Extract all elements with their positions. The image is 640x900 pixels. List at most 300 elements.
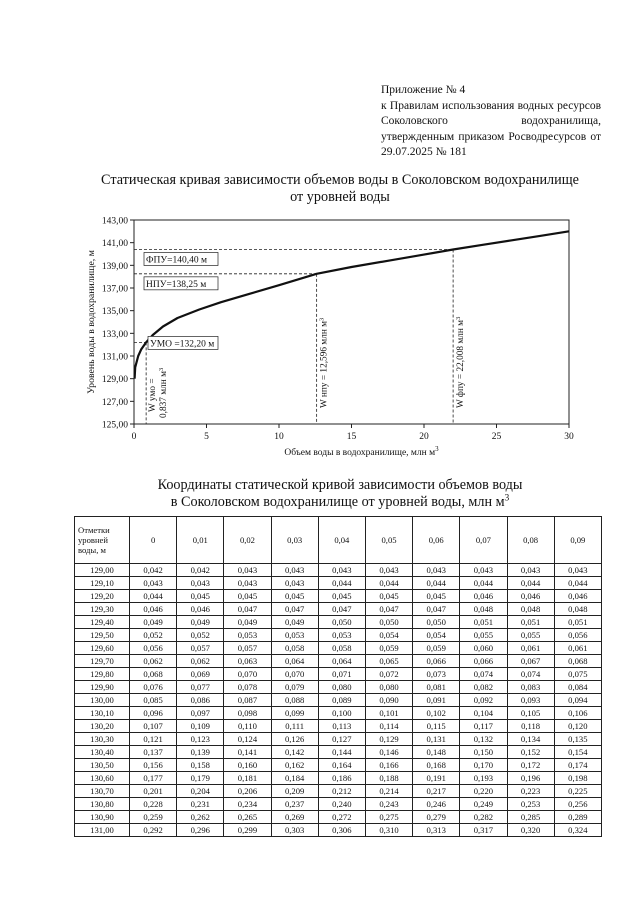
npu-volume-label-sup: 3 <box>318 317 326 321</box>
table-cell: 0,052 <box>177 629 224 642</box>
table-row <box>75 733 602 746</box>
table-cell: 0,225 <box>554 785 601 798</box>
table-level-cell: 129,50 <box>75 629 130 642</box>
table-cell: 0,049 <box>224 616 271 629</box>
x-tick-label: 15 <box>346 432 357 442</box>
table-row <box>75 746 602 759</box>
x-tick-label: 25 <box>491 432 502 442</box>
table-level-cell: 129,00 <box>75 564 130 577</box>
table-cell: 0,043 <box>413 564 460 577</box>
table-cell: 0,044 <box>130 590 177 603</box>
table-cell: 0,313 <box>413 824 460 837</box>
table-title <box>60 477 620 511</box>
table-cell: 0,101 <box>365 707 412 720</box>
fpu-volume-label-sup: 3 <box>455 316 463 320</box>
table-cell: 0,093 <box>507 694 554 707</box>
table-cell: 0,310 <box>365 824 412 837</box>
table-cell: 0,052 <box>130 629 177 642</box>
table-row <box>75 629 602 642</box>
table-level-cell: 130,50 <box>75 759 130 772</box>
table-row <box>75 824 602 837</box>
table-level-cell: 129,20 <box>75 590 130 603</box>
table-cell: 0,084 <box>554 681 601 694</box>
table-cell: 0,204 <box>177 785 224 798</box>
table-cell: 0,206 <box>224 785 271 798</box>
table-cell: 0,068 <box>554 655 601 668</box>
table-cell: 0,086 <box>177 694 224 707</box>
table-cell: 0,044 <box>413 577 460 590</box>
table-cell: 0,168 <box>413 759 460 772</box>
table-cell: 0,253 <box>507 798 554 811</box>
table-cell: 0,184 <box>271 772 318 785</box>
table-cell: 0,228 <box>130 798 177 811</box>
table-cell: 0,306 <box>318 824 365 837</box>
table-cell: 0,164 <box>318 759 365 772</box>
table-cell: 0,320 <box>507 824 554 837</box>
table-cell: 0,131 <box>413 733 460 746</box>
table-cell: 0,082 <box>460 681 507 694</box>
table-level-cell: 129,30 <box>75 603 130 616</box>
table-cell: 0,150 <box>460 746 507 759</box>
table-cell: 0,148 <box>413 746 460 759</box>
table-cell: 0,114 <box>365 720 412 733</box>
table-cell: 0,049 <box>130 616 177 629</box>
table-cell: 0,115 <box>413 720 460 733</box>
y-tick-label: 131,00 <box>101 352 128 363</box>
table-cell: 0,065 <box>365 655 412 668</box>
table-cell: 0,154 <box>554 746 601 759</box>
y-tick-label: 139,00 <box>101 261 128 272</box>
umo-label: УМО =132,20 м <box>150 339 215 350</box>
table-level-cell: 129,80 <box>75 668 130 681</box>
table-cell: 0,109 <box>177 720 224 733</box>
table-cell: 0,289 <box>554 811 601 824</box>
table-cell: 0,077 <box>177 681 224 694</box>
umo-volume-label-2-sup: 3 <box>158 367 165 372</box>
table-cell: 0,139 <box>177 746 224 759</box>
table-cell: 0,160 <box>224 759 271 772</box>
table-cell: 0,090 <box>365 694 412 707</box>
table-cell: 0,049 <box>177 616 224 629</box>
table-cell: 0,043 <box>365 564 412 577</box>
table-cell: 0,044 <box>318 577 365 590</box>
table-cell: 0,117 <box>460 720 507 733</box>
table-cell: 0,075 <box>554 668 601 681</box>
chart-title-line-1: Статическая кривая зависимости объемов воды в Соколовском водохранилище <box>101 172 579 188</box>
table-cell: 0,043 <box>271 577 318 590</box>
table-cell: 0,166 <box>365 759 412 772</box>
table-cell: 0,048 <box>460 603 507 616</box>
table-cell: 0,066 <box>413 655 460 668</box>
table-cell: 0,123 <box>177 733 224 746</box>
table-cell: 0,142 <box>271 746 318 759</box>
corner-line-2: уровней <box>78 535 108 545</box>
table-cell: 0,043 <box>224 564 271 577</box>
table-row <box>75 720 602 733</box>
table-cell: 0,062 <box>130 655 177 668</box>
table-cell: 0,055 <box>507 629 554 642</box>
table-row <box>75 616 602 629</box>
table-cell: 0,043 <box>554 564 601 577</box>
table-cell: 0,296 <box>177 824 224 837</box>
table-cell: 0,056 <box>130 642 177 655</box>
table-row <box>75 772 602 785</box>
table-cell: 0,063 <box>224 655 271 668</box>
y-tick-label: 141,00 <box>101 239 128 250</box>
table-title-line-1: Координаты статической кривой зависимости объемов воды <box>157 477 523 493</box>
table-cell: 0,054 <box>413 629 460 642</box>
table-cell: 0,099 <box>271 707 318 720</box>
plot-frame <box>134 220 569 424</box>
table-level-cell: 130,30 <box>75 733 130 746</box>
y-tick-label: 133,00 <box>101 329 128 340</box>
npu-volume-label <box>319 318 330 408</box>
table-cell: 0,177 <box>130 772 177 785</box>
table-cell: 0,299 <box>224 824 271 837</box>
table-cell: 0,054 <box>365 629 412 642</box>
table-cell: 0,129 <box>365 733 412 746</box>
table-cell: 0,057 <box>177 642 224 655</box>
table-level-cell: 130,00 <box>75 694 130 707</box>
table-cell: 0,181 <box>224 772 271 785</box>
table-cell: 0,043 <box>271 564 318 577</box>
volume-level-chart <box>0 205 640 467</box>
table-row <box>75 603 602 616</box>
table-cell: 0,249 <box>460 798 507 811</box>
table-row <box>75 759 602 772</box>
table-cell: 0,191 <box>413 772 460 785</box>
table-cell: 0,043 <box>130 577 177 590</box>
fpu-volume-label-text: W фпу = 22,008 млн м <box>456 319 467 408</box>
table-level-cell: 129,70 <box>75 655 130 668</box>
table-cell: 0,087 <box>224 694 271 707</box>
fpu-volume-label <box>455 317 466 408</box>
table-cell: 0,045 <box>365 590 412 603</box>
table-cell: 0,044 <box>507 577 554 590</box>
table-cell: 0,053 <box>271 629 318 642</box>
umo-volume-label-2 <box>158 368 169 418</box>
y-tick-label: 135,00 <box>101 307 128 318</box>
table-cell: 0,080 <box>318 681 365 694</box>
table-row <box>75 785 602 798</box>
table-row <box>75 577 602 590</box>
x-tick-label: 5 <box>204 432 209 442</box>
table-cell: 0,237 <box>271 798 318 811</box>
table-cell: 0,217 <box>413 785 460 798</box>
table-cell: 0,055 <box>460 629 507 642</box>
y-axis-label: Уровень воды в водохранилище, м <box>86 250 97 394</box>
table-cell: 0,282 <box>460 811 507 824</box>
table-cell: 0,269 <box>271 811 318 824</box>
table-column-header: 0 <box>130 517 177 564</box>
table-cell: 0,053 <box>318 629 365 642</box>
x-tick-label: 20 <box>419 432 429 442</box>
table-cell: 0,046 <box>130 603 177 616</box>
table-cell: 0,110 <box>224 720 271 733</box>
table-cell: 0,070 <box>271 668 318 681</box>
x-tick-label: 30 <box>564 432 574 442</box>
table-cell: 0,174 <box>554 759 601 772</box>
fpu-label: ФПУ=140,40 м <box>146 255 207 266</box>
table-cell: 0,048 <box>507 603 554 616</box>
table-cell: 0,074 <box>507 668 554 681</box>
table-cell: 0,045 <box>224 590 271 603</box>
table-cell: 0,256 <box>554 798 601 811</box>
table-cell: 0,064 <box>271 655 318 668</box>
table-cell: 0,104 <box>460 707 507 720</box>
table-cell: 0,045 <box>177 590 224 603</box>
table-row <box>75 707 602 720</box>
table-cell: 0,050 <box>365 616 412 629</box>
npu-label: НПУ=138,25 м <box>146 279 207 290</box>
table-cell: 0,049 <box>271 616 318 629</box>
table-cell: 0,083 <box>507 681 554 694</box>
table-level-cell: 130,70 <box>75 785 130 798</box>
table-column-header: 0,08 <box>507 517 554 564</box>
table-cell: 0,045 <box>271 590 318 603</box>
table-cell: 0,070 <box>224 668 271 681</box>
table-cell: 0,046 <box>554 590 601 603</box>
y-tick-label: 137,00 <box>101 284 128 295</box>
table-cell: 0,051 <box>507 616 554 629</box>
table-cell: 0,046 <box>507 590 554 603</box>
table-cell: 0,047 <box>318 603 365 616</box>
table-cell: 0,047 <box>271 603 318 616</box>
table-corner-header <box>75 517 130 564</box>
table-cell: 0,068 <box>130 668 177 681</box>
table-cell: 0,092 <box>460 694 507 707</box>
table-cell: 0,097 <box>177 707 224 720</box>
table-cell: 0,067 <box>507 655 554 668</box>
table-cell: 0,100 <box>318 707 365 720</box>
table-cell: 0,071 <box>318 668 365 681</box>
table-cell: 0,058 <box>318 642 365 655</box>
table-cell: 0,059 <box>413 642 460 655</box>
table-cell: 0,042 <box>177 564 224 577</box>
table-cell: 0,044 <box>365 577 412 590</box>
table-column-header: 0,03 <box>271 517 318 564</box>
appendix-title: Приложение № 4 <box>381 84 466 96</box>
table-column-header: 0,04 <box>318 517 365 564</box>
table-title-unit-sup: 3 <box>504 492 510 503</box>
table-cell: 0,106 <box>554 707 601 720</box>
table-cell: 0,259 <box>130 811 177 824</box>
chart-title-line-2: от уровней воды <box>290 189 390 205</box>
table-cell: 0,053 <box>224 629 271 642</box>
x-axis-label-text: Объем воды в водохранилище, млн м <box>284 448 436 458</box>
table-cell: 0,212 <box>318 785 365 798</box>
table-cell: 0,072 <box>365 668 412 681</box>
table-cell: 0,044 <box>460 577 507 590</box>
table-cell: 0,317 <box>460 824 507 837</box>
table-cell: 0,046 <box>460 590 507 603</box>
table-row <box>75 694 602 707</box>
table-header-row <box>75 517 602 564</box>
table-cell: 0,124 <box>224 733 271 746</box>
table-cell: 0,126 <box>271 733 318 746</box>
table-cell: 0,220 <box>460 785 507 798</box>
table-cell: 0,198 <box>554 772 601 785</box>
table-cell: 0,144 <box>318 746 365 759</box>
table-level-cell: 129,40 <box>75 616 130 629</box>
table-cell: 0,172 <box>507 759 554 772</box>
table-cell: 0,047 <box>224 603 271 616</box>
table-cell: 0,146 <box>365 746 412 759</box>
table-cell: 0,060 <box>460 642 507 655</box>
table-cell: 0,098 <box>224 707 271 720</box>
table-column-header: 0,02 <box>224 517 271 564</box>
x-axis-label-sup: 3 <box>435 445 439 453</box>
table-cell: 0,062 <box>177 655 224 668</box>
table-cell: 0,047 <box>365 603 412 616</box>
table-cell: 0,089 <box>318 694 365 707</box>
table-cell: 0,043 <box>507 564 554 577</box>
y-tick-label: 127,00 <box>101 397 128 408</box>
table-row <box>75 798 602 811</box>
table-column-header: 0,09 <box>554 517 601 564</box>
table-cell: 0,292 <box>130 824 177 837</box>
table-cell: 0,240 <box>318 798 365 811</box>
table-cell: 0,047 <box>413 603 460 616</box>
appendix-body: к Правилам использования водных ресурсов Соколовского водохранилища, утвержденным приказом Росводресурсов от 29.07.2025 № 181 <box>381 99 601 158</box>
table-cell: 0,081 <box>413 681 460 694</box>
corner-line-3: воды, м <box>78 545 106 555</box>
table-cell: 0,179 <box>177 772 224 785</box>
table-level-cell: 129,90 <box>75 681 130 694</box>
table-cell: 0,058 <box>271 642 318 655</box>
y-tick-label: 125,00 <box>101 420 128 431</box>
table-cell: 0,051 <box>554 616 601 629</box>
table-cell: 0,132 <box>460 733 507 746</box>
table-level-cell: 130,60 <box>75 772 130 785</box>
table-cell: 0,080 <box>365 681 412 694</box>
corner-line-1: Отметки <box>78 525 110 535</box>
table-cell: 0,279 <box>413 811 460 824</box>
table-cell: 0,303 <box>271 824 318 837</box>
table-column-header: 0,07 <box>460 517 507 564</box>
table-column-header: 0,05 <box>365 517 412 564</box>
table-cell: 0,214 <box>365 785 412 798</box>
table-cell: 0,094 <box>554 694 601 707</box>
table-cell: 0,096 <box>130 707 177 720</box>
table-cell: 0,043 <box>224 577 271 590</box>
table-cell: 0,085 <box>130 694 177 707</box>
table-cell: 0,057 <box>224 642 271 655</box>
table-cell: 0,265 <box>224 811 271 824</box>
table-row <box>75 811 602 824</box>
table-cell: 0,045 <box>318 590 365 603</box>
table-cell: 0,243 <box>365 798 412 811</box>
table-row <box>75 655 602 668</box>
table-cell: 0,102 <box>413 707 460 720</box>
table-cell: 0,141 <box>224 746 271 759</box>
table-level-cell: 130,40 <box>75 746 130 759</box>
table-cell: 0,285 <box>507 811 554 824</box>
table-cell: 0,073 <box>413 668 460 681</box>
table-cell: 0,043 <box>318 564 365 577</box>
table-cell: 0,069 <box>177 668 224 681</box>
table-cell: 0,044 <box>554 577 601 590</box>
table-cell: 0,188 <box>365 772 412 785</box>
table-cell: 0,246 <box>413 798 460 811</box>
appendix-note <box>381 83 601 161</box>
table-cell: 0,107 <box>130 720 177 733</box>
table-cell: 0,209 <box>271 785 318 798</box>
table-cell: 0,074 <box>460 668 507 681</box>
table-cell: 0,170 <box>460 759 507 772</box>
table-cell: 0,196 <box>507 772 554 785</box>
table-cell: 0,088 <box>271 694 318 707</box>
table-cell: 0,042 <box>130 564 177 577</box>
table-cell: 0,118 <box>507 720 554 733</box>
table-level-cell: 130,10 <box>75 707 130 720</box>
table-cell: 0,061 <box>507 642 554 655</box>
table-cell: 0,135 <box>554 733 601 746</box>
npu-volume-label-text: W нпу = 12,596 млн м <box>319 320 330 408</box>
x-tick-label: 0 <box>131 432 137 442</box>
table-cell: 0,043 <box>460 564 507 577</box>
umo-volume-label-2-text: 0,837 млн м <box>159 371 169 418</box>
x-axis-label <box>284 445 439 458</box>
table-cell: 0,105 <box>507 707 554 720</box>
table-cell: 0,113 <box>318 720 365 733</box>
table-cell: 0,043 <box>177 577 224 590</box>
table-cell: 0,193 <box>460 772 507 785</box>
table-row <box>75 564 602 577</box>
table-cell: 0,137 <box>130 746 177 759</box>
table-level-cell: 129,60 <box>75 642 130 655</box>
table-level-cell: 130,80 <box>75 798 130 811</box>
table-column-header: 0,06 <box>413 517 460 564</box>
y-tick-label: 129,00 <box>101 375 128 386</box>
table-cell: 0,050 <box>318 616 365 629</box>
table-cell: 0,120 <box>554 720 601 733</box>
table-title-line-2-text: в Соколовском водохранилище от уровней воды, млн м <box>170 494 505 510</box>
table-row <box>75 668 602 681</box>
table-cell: 0,111 <box>271 720 318 733</box>
table-column-header: 0,01 <box>177 517 224 564</box>
y-tick-label: 143,00 <box>101 216 128 227</box>
table-cell: 0,223 <box>507 785 554 798</box>
table-level-cell: 130,20 <box>75 720 130 733</box>
table-cell: 0,076 <box>130 681 177 694</box>
table-cell: 0,059 <box>365 642 412 655</box>
table-level-cell: 129,10 <box>75 577 130 590</box>
table-cell: 0,121 <box>130 733 177 746</box>
table-cell: 0,061 <box>554 642 601 655</box>
table-cell: 0,162 <box>271 759 318 772</box>
chart-title <box>60 172 620 206</box>
table-cell: 0,158 <box>177 759 224 772</box>
table-title-line-2 <box>60 494 620 511</box>
table-cell: 0,275 <box>365 811 412 824</box>
table-cell: 0,079 <box>271 681 318 694</box>
table-cell: 0,048 <box>554 603 601 616</box>
table-row <box>75 681 602 694</box>
table-cell: 0,091 <box>413 694 460 707</box>
table-cell: 0,056 <box>554 629 601 642</box>
x-tick-label: 10 <box>274 432 284 442</box>
table-cell: 0,234 <box>224 798 271 811</box>
umo-volume-label-1: W умо = <box>148 378 158 412</box>
coordinates-table <box>74 516 602 837</box>
table-cell: 0,262 <box>177 811 224 824</box>
table-cell: 0,127 <box>318 733 365 746</box>
table-row <box>75 590 602 603</box>
table-cell: 0,152 <box>507 746 554 759</box>
table-cell: 0,064 <box>318 655 365 668</box>
table-level-cell: 130,90 <box>75 811 130 824</box>
